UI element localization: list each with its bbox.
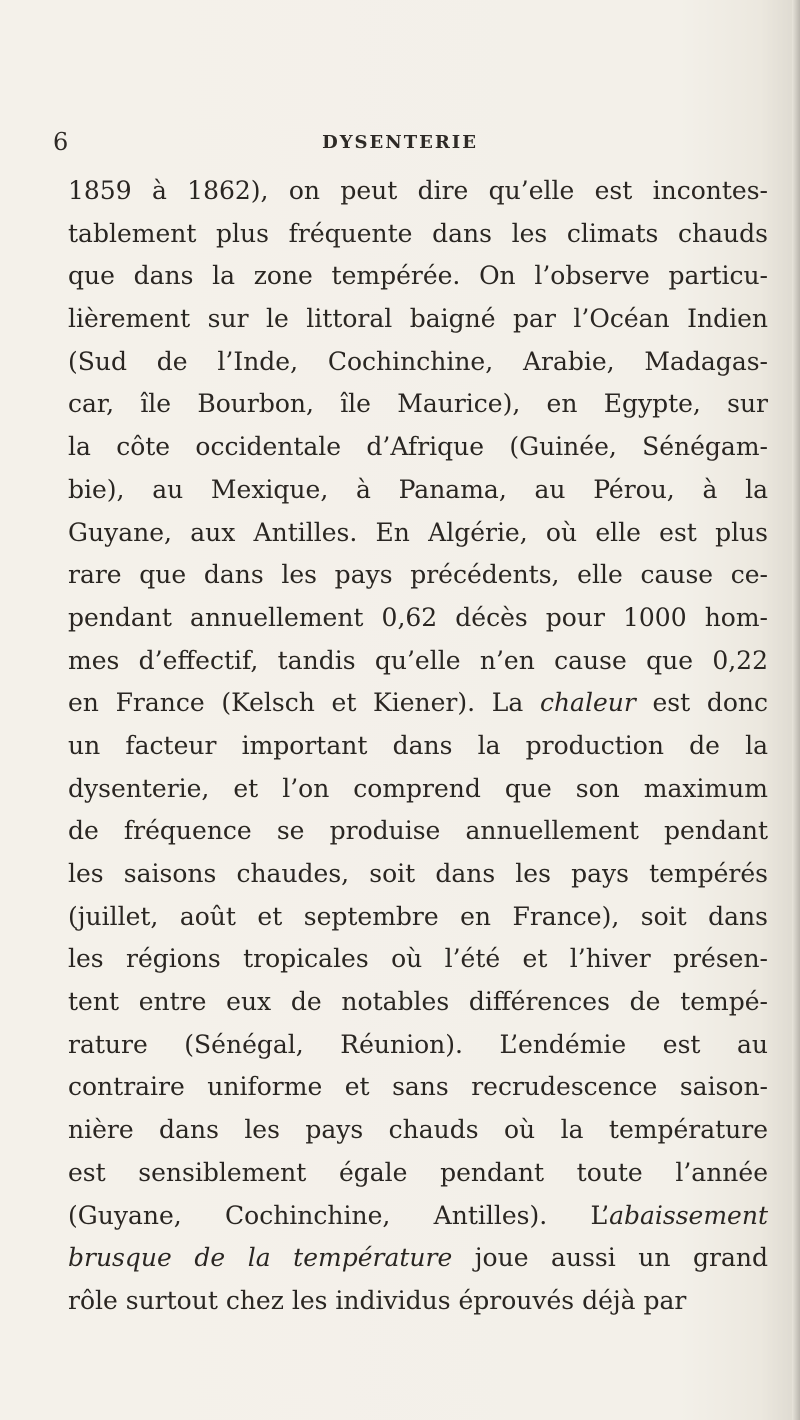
text-line: les saisons chaudes, soit dans les pays tempérés <box>68 859 768 888</box>
text-line: de fréquence se produise annuellement pendant <box>68 816 768 846</box>
text-line: car, île Bourbon, île Maurice), en Egypte, sur <box>68 389 768 419</box>
page-edge <box>792 0 800 1420</box>
text-line: contraire uniforme et sans recrudescence saison- <box>68 1072 768 1102</box>
text-line: (juillet, août et septembre en France), soit dans <box>68 901 768 931</box>
text-segment: (Guyane, Cochinchine, Antilles). L’ <box>68 1200 610 1230</box>
text-line: tent entre eux de notables différences de tempé- <box>68 987 768 1017</box>
body-text <box>68 170 768 1323</box>
italic-term: abaissement <box>609 1200 768 1230</box>
text-line: bie), au Mexique, à Panama, au Pérou, à la <box>68 474 768 504</box>
text-line: rare que dans les pays précédents, elle cause ce- <box>68 560 768 590</box>
text-segment: en France (Kelsch et Kiener). La <box>68 688 540 718</box>
text-line: mes d’effectif, tandis qu’elle n’en cause que 0,22 <box>68 645 768 675</box>
text-line: (Sud de l’Inde, Cochinchine, Arabie, Madagas- <box>68 346 768 376</box>
text-line: rature (Sénégal, Réunion). L’endémie est au <box>68 1029 768 1059</box>
text-line: que dans la zone tempérée. On l’observe particu- <box>68 261 768 291</box>
italic-term: brusque de la température <box>68 1243 453 1273</box>
text-line-with-italic <box>68 1195 768 1238</box>
italic-term: chaleur <box>539 688 636 718</box>
text-line: un facteur important dans la production de la <box>68 730 768 760</box>
text-segment: est donc <box>635 688 768 718</box>
text-line: pendant annuellement 0,62 décès pour 1000 hom- <box>68 602 768 632</box>
text-line: la côte occidentale d’Afrique (Guinée, Sénégam- <box>68 432 768 462</box>
text-line: lièrement sur le littoral baigné par l’Océan Indien <box>68 304 768 334</box>
text-line-with-italic <box>68 682 768 725</box>
text-line: les régions tropicales où l’été et l’hiver présen- <box>68 944 768 974</box>
page-header <box>0 128 800 162</box>
text-segment: joue aussi un grand <box>452 1243 768 1273</box>
text-line: tablement plus fréquente dans les climats chauds <box>68 218 768 248</box>
text-line: est sensiblement égale pendant toute l’année <box>68 1157 768 1187</box>
text-line: Guyane, aux Antilles. En Algérie, où elle est plus <box>68 517 768 547</box>
page-number: 6 <box>53 128 69 156</box>
text-line-with-italic <box>68 1237 768 1280</box>
text-line: rôle surtout chez les individus éprouvés déjà par <box>68 1285 687 1315</box>
running-title: DYSENTERIE <box>322 132 478 153</box>
text-line: dysenterie, et l’on comprend que son maximum <box>68 773 768 803</box>
text-line: 1859 à 1862), on peut dire qu’elle est incontes- <box>68 176 768 205</box>
text-line: nière dans les pays chauds où la température <box>68 1115 768 1145</box>
